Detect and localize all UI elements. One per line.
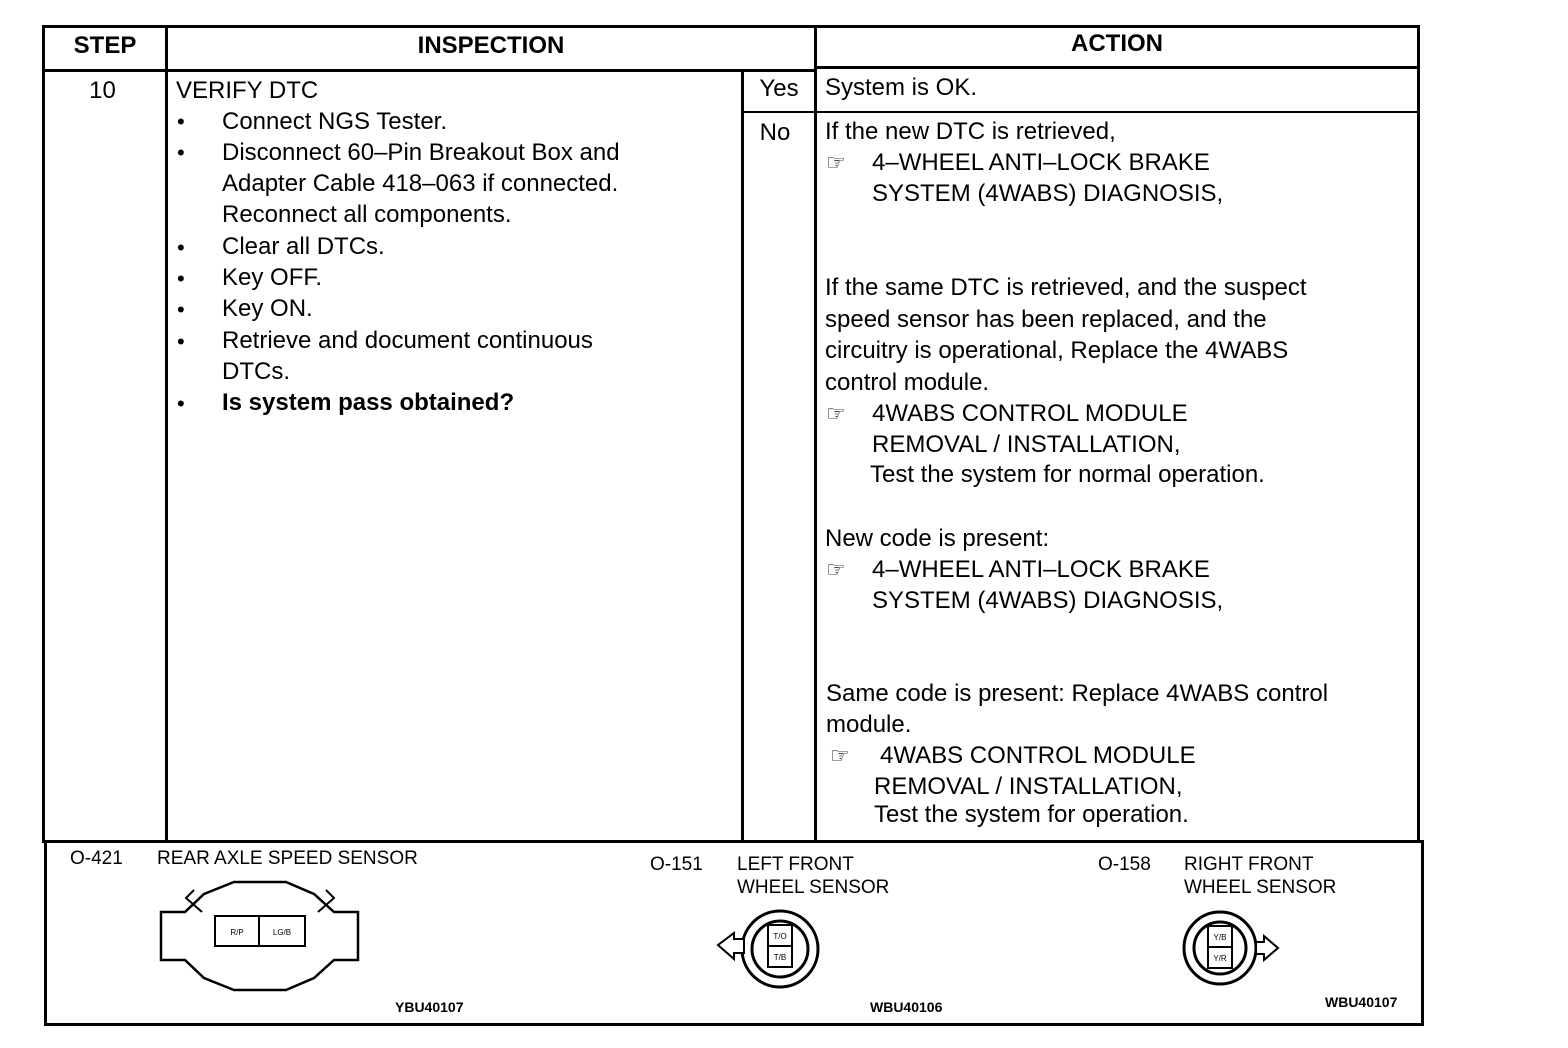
inspection-title: VERIFY DTC	[176, 77, 319, 104]
rear-connector-name: REAR AXLE SPEED SENSOR	[157, 848, 418, 869]
action-reference: SYSTEM (4WABS) DIAGNOSIS,	[872, 180, 1224, 207]
action-reference: SYSTEM (4WABS) DIAGNOSIS,	[872, 587, 1224, 614]
pointing-hand-icon: ☞	[830, 743, 850, 768]
right-front-connector-diagram	[1172, 906, 1284, 990]
left-front-connector-diagram	[714, 905, 828, 995]
list-item-question: Is system pass obtained?	[222, 389, 515, 416]
bullet-icon: •	[177, 391, 185, 416]
action-paragraph: module.	[826, 711, 912, 738]
action-paragraph: Same code is present: Replace 4WABS control	[826, 680, 1329, 707]
bullet-icon: •	[177, 266, 185, 291]
left-connector-name-line1: LEFT FRONT	[737, 854, 854, 875]
list-item: Connect NGS Tester.	[222, 108, 447, 135]
left-connector-code: O-151	[650, 854, 703, 875]
pin-label: R/P	[230, 928, 244, 937]
header-inspection: INSPECTION	[417, 32, 565, 59]
right-figure-id: WBU40107	[1325, 994, 1398, 1010]
answer-no: No	[759, 119, 791, 146]
header-action: ACTION	[1071, 30, 1163, 57]
list-item-continuation: Adapter Cable 418–063 if connected.	[222, 170, 619, 197]
action-paragraph: control module.	[825, 369, 990, 396]
list-item: Disconnect 60–Pin Breakout Box and	[222, 139, 620, 166]
bullet-icon: •	[177, 297, 185, 322]
action-paragraph: If the same DTC is retrieved, and the suspect	[825, 274, 1307, 301]
rear-figure-id: YBU40107	[395, 999, 464, 1015]
list-item: Retrieve and document continuous	[222, 327, 593, 354]
action-reference: REMOVAL / INSTALLATION,	[874, 773, 1183, 800]
action-paragraph: New code is present:	[825, 525, 1050, 552]
pin-label: T/O	[773, 932, 787, 941]
list-item: Key OFF.	[222, 264, 323, 291]
action-reference: 4WABS CONTROL MODULE	[880, 742, 1196, 769]
bullet-icon: •	[177, 235, 185, 260]
list-item-continuation: Reconnect all components.	[222, 201, 512, 228]
action-paragraph: circuitry is operational, Replace the 4WABS	[825, 337, 1289, 364]
right-connector-name-line1: RIGHT FRONT	[1184, 854, 1314, 875]
answer-yes: Yes	[759, 75, 799, 102]
left-figure-id: WBU40106	[870, 999, 943, 1015]
pin-label: LG/B	[272, 928, 292, 937]
pointing-hand-icon: ☞	[826, 401, 846, 426]
right-connector-code: O-158	[1098, 854, 1151, 875]
action-reference: 4–WHEEL ANTI–LOCK BRAKE	[872, 556, 1210, 583]
action-reference: REMOVAL / INSTALLATION,	[872, 431, 1181, 458]
left-connector-name-line2: WHEEL SENSOR	[737, 877, 890, 898]
bullet-icon: •	[177, 329, 185, 354]
bullet-icon: •	[177, 140, 185, 165]
action-reference: Test the system for normal operation.	[870, 461, 1265, 488]
action-paragraph: speed sensor has been replaced, and the	[825, 306, 1267, 333]
header-step: STEP	[73, 32, 137, 59]
pin-label: Y/B	[1213, 933, 1227, 942]
action-reference: 4WABS CONTROL MODULE	[872, 400, 1188, 427]
rear-axle-connector-diagram	[158, 874, 362, 996]
list-item-continuation: DTCs.	[222, 358, 290, 385]
pin-label: Y/R	[1213, 954, 1227, 963]
pointing-hand-icon: ☞	[826, 557, 846, 582]
action-reference: 4–WHEEL ANTI–LOCK BRAKE	[872, 149, 1210, 176]
step-number: 10	[89, 77, 116, 104]
pointing-hand-icon: ☞	[826, 150, 846, 175]
right-connector-name-line2: WHEEL SENSOR	[1184, 877, 1337, 898]
list-item: Key ON.	[222, 295, 313, 322]
bullet-icon: •	[177, 109, 185, 134]
list-item: Clear all DTCs.	[222, 233, 385, 260]
pin-label: T/B	[773, 953, 787, 962]
action-paragraph: If the new DTC is retrieved,	[825, 118, 1116, 145]
action-yes-text: System is OK.	[825, 74, 978, 101]
action-reference: Test the system for operation.	[874, 801, 1189, 828]
rear-connector-code: O-421	[70, 848, 123, 869]
